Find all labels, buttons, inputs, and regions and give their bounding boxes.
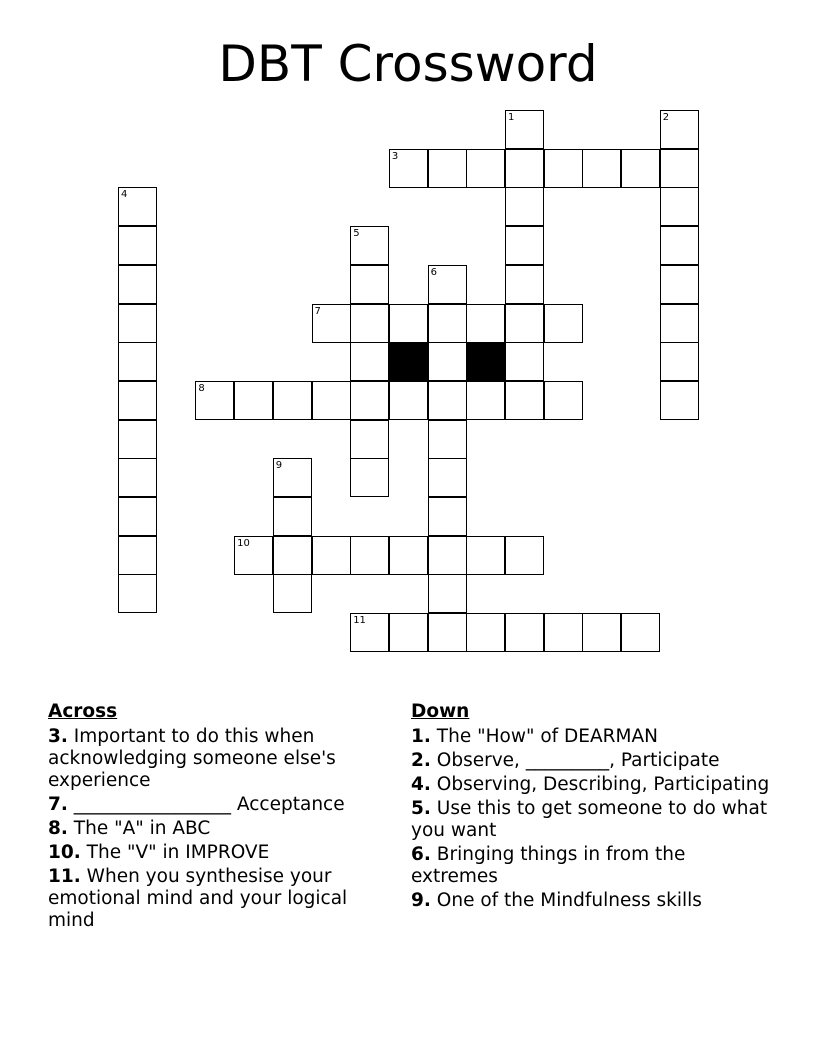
across-clues: [48, 700, 383, 934]
grid-cell[interactable]: [660, 149, 699, 188]
grid-cell[interactable]: [660, 226, 699, 265]
grid-cell[interactable]: [505, 110, 544, 149]
clue-text: Observe, _________, Participate: [436, 750, 720, 771]
clue-num: 3.: [48, 726, 68, 747]
grid-cell[interactable]: [118, 458, 157, 497]
down-heading: Down: [411, 701, 470, 722]
grid-cell[interactable]: [273, 381, 312, 420]
grid-cell[interactable]: [544, 304, 583, 343]
clue-text: _________________ Acceptance: [73, 794, 345, 815]
clue-number: 4: [121, 189, 128, 201]
clue-num: 6.: [411, 844, 431, 865]
grid-cell[interactable]: [273, 574, 312, 613]
clue-number: 11: [353, 615, 366, 627]
grid-cell[interactable]: [428, 420, 467, 459]
grid-cell[interactable]: [544, 149, 583, 188]
grid-cell[interactable]: [428, 265, 467, 304]
clue-num: 5.: [411, 798, 431, 819]
clue-num: 1.: [411, 726, 431, 747]
down-clue: [411, 844, 771, 888]
clue-text: Bringing things in from the extremes: [411, 844, 686, 887]
grid-cell[interactable]: [660, 110, 699, 149]
clue-number: 5: [353, 228, 360, 240]
grid-cell[interactable]: [505, 381, 544, 420]
grid-cell[interactable]: [118, 304, 157, 343]
clue-text: The "How" of DEARMAN: [436, 726, 658, 747]
down-clue: [411, 774, 771, 796]
clue-num: 9.: [411, 890, 431, 911]
grid-cell[interactable]: [118, 187, 157, 226]
clue-text: Use this to get someone to do what you want: [411, 798, 768, 841]
grid-cell[interactable]: [505, 342, 544, 381]
grid-cell[interactable]: [118, 381, 157, 420]
grid-cell[interactable]: [234, 536, 273, 575]
black-cell: [389, 342, 428, 381]
grid-cell[interactable]: [350, 458, 389, 497]
across-clue: [48, 726, 383, 792]
grid-cell[interactable]: [312, 381, 351, 420]
clue-text: When you synthesise your emotional mind and your logical mind: [48, 866, 348, 931]
clue-number: 2: [662, 112, 670, 123]
grid-cell[interactable]: [505, 536, 544, 575]
grid-cell[interactable]: [428, 574, 467, 613]
down-clue-list: [411, 726, 771, 912]
clue-text: Important to do this when acknowledging someone else's experience: [48, 726, 336, 791]
grid-cell[interactable]: [544, 381, 583, 420]
clue-num: 10.: [48, 842, 81, 863]
grid-cell[interactable]: [582, 613, 621, 652]
grid-cell[interactable]: [118, 265, 157, 304]
grid-cell[interactable]: [389, 381, 428, 420]
clue-number: 6: [430, 266, 437, 278]
clue-number: 10: [237, 537, 250, 549]
grid-cell[interactable]: [466, 149, 505, 188]
grid-cell[interactable]: [118, 226, 157, 265]
down-clues: [411, 700, 771, 914]
grid-cell[interactable]: [118, 536, 157, 575]
grid-cell[interactable]: [350, 342, 389, 381]
grid-cell[interactable]: [118, 420, 157, 459]
clue-num: 2.: [411, 750, 431, 771]
grid-cell[interactable]: [350, 381, 389, 420]
grid-cell[interactable]: [273, 458, 312, 497]
clue-text: The "V" in IMPROVE: [86, 842, 270, 863]
grid-cell[interactable]: [428, 458, 467, 497]
grid-cell[interactable]: [312, 304, 351, 343]
grid-cell[interactable]: [389, 304, 428, 343]
across-clue: [48, 866, 383, 932]
down-clue: [411, 726, 771, 748]
across-heading: Across: [48, 701, 118, 722]
grid-cell[interactable]: [118, 497, 157, 536]
grid-cell[interactable]: [505, 265, 544, 304]
grid-cell[interactable]: [273, 536, 312, 575]
clue-text: The "A" in ABC: [73, 818, 211, 839]
grid-cell[interactable]: [660, 187, 699, 226]
grid-cell[interactable]: [195, 381, 234, 420]
grid-cell[interactable]: [118, 342, 157, 381]
grid-cell[interactable]: [234, 381, 273, 420]
clue-text: One of the Mindfulness skills: [436, 890, 702, 911]
grid-cell[interactable]: [582, 149, 621, 188]
grid-cell[interactable]: [466, 536, 505, 575]
grid-cell[interactable]: [505, 187, 544, 226]
across-clue: [48, 842, 383, 864]
clue-num: 11.: [48, 866, 81, 887]
grid-cell[interactable]: [428, 381, 467, 420]
grid-cell[interactable]: [428, 613, 467, 652]
grid-cell[interactable]: [350, 420, 389, 459]
grid-cell[interactable]: [466, 304, 505, 343]
grid-cell[interactable]: [660, 381, 699, 420]
grid-cell[interactable]: [389, 613, 428, 652]
grid-cell[interactable]: [350, 265, 389, 304]
across-clue: [48, 794, 383, 816]
page-title: DBT Crossword: [218, 35, 598, 93]
grid-cell[interactable]: [505, 304, 544, 343]
grid-cell[interactable]: [621, 149, 660, 188]
grid-cell[interactable]: [428, 304, 467, 343]
grid-cell[interactable]: [273, 497, 312, 536]
grid-cell[interactable]: [466, 381, 505, 420]
grid-cell[interactable]: [505, 226, 544, 265]
grid-cell[interactable]: [428, 536, 467, 575]
grid-cell[interactable]: [350, 226, 389, 265]
grid-cell[interactable]: [660, 265, 699, 304]
grid-cell[interactable]: [350, 536, 389, 575]
grid-cell[interactable]: [660, 304, 699, 343]
grid-cell[interactable]: [350, 613, 389, 652]
grid-cell[interactable]: [312, 536, 351, 575]
clue-text: Observing, Describing, Participating: [436, 774, 770, 795]
clue-number: 7: [314, 305, 321, 317]
clue-number: 1: [508, 112, 515, 123]
across-clue: [48, 818, 383, 840]
down-clue: [411, 750, 771, 772]
black-cell: [466, 342, 505, 381]
grid-cell[interactable]: [118, 574, 157, 613]
grid-cell[interactable]: [660, 342, 699, 381]
grid-cell[interactable]: [350, 304, 389, 343]
grid-cell[interactable]: [505, 613, 544, 652]
grid-cell[interactable]: [428, 342, 467, 381]
clue-number: 8: [198, 382, 205, 394]
grid-cell[interactable]: [621, 613, 660, 652]
clue-num: 7.: [48, 794, 68, 815]
grid-cell[interactable]: [389, 149, 428, 188]
clue-number: 3: [391, 150, 399, 162]
clue-number: 9: [275, 460, 283, 472]
grid-cell[interactable]: [389, 536, 428, 575]
grid-cell[interactable]: [466, 613, 505, 652]
across-clue-list: [48, 726, 383, 932]
clue-num: 8.: [48, 818, 68, 839]
clue-num: 4.: [411, 774, 431, 795]
grid-cell[interactable]: [428, 149, 467, 188]
down-clue: [411, 890, 771, 912]
down-clue: [411, 798, 771, 842]
grid-cell[interactable]: [428, 497, 467, 536]
grid-cell[interactable]: [544, 613, 583, 652]
grid-cell[interactable]: [505, 149, 544, 188]
